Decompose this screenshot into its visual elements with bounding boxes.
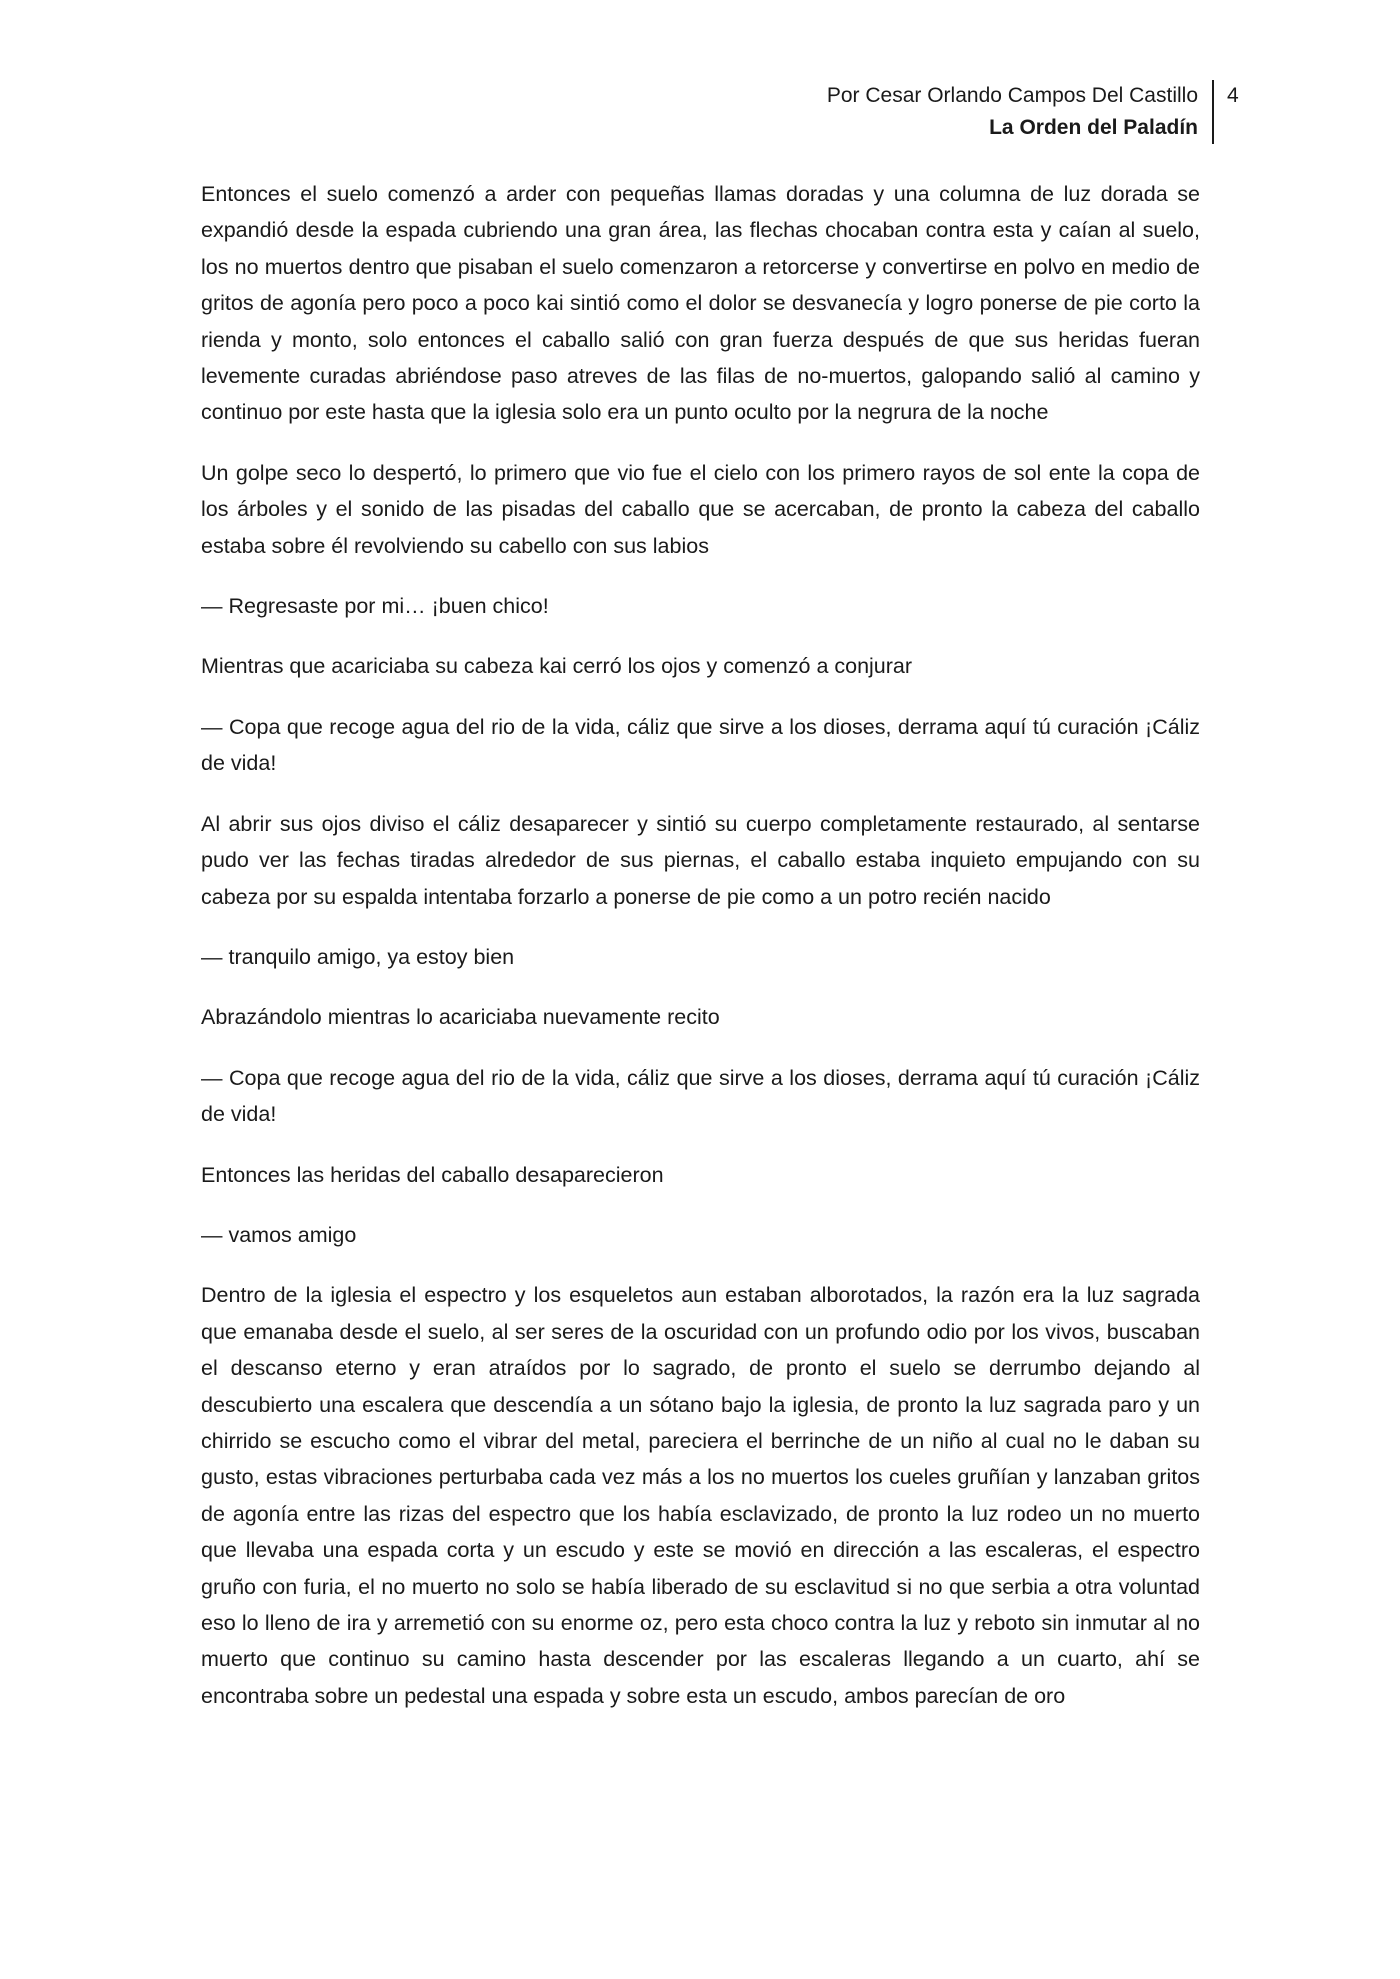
paragraph: Abrazándolo mientras lo acariciaba nuevamente recito xyxy=(201,1005,720,1030)
paragraph: Entonces el suelo comenzó a arder con pequeñas llamas doradas y una columna de luz dorada se expandió desde la espada cubriendo una gran área, las flechas chocaban contra esta y caían al suelo, los no muertos dentro que pisaban el suelo comenzaron a retorcerse y convertirse en polvo en medio de gritos de agonía pero poco a poco kai sintió como el dolor se desvanecía y logro ponerse de pie corto la rienda y monto, solo entonces el caballo salió con gran fuerza después de que sus heridas fueran levemente curadas abriéndose paso atreves de las filas de no-muertos, galopando salió al camino y continuo por este hasta que la iglesia solo era un punto oculto por la negrura de la noche xyxy=(201,182,1200,425)
header-book-title: La Orden del Paladín xyxy=(989,116,1198,139)
paragraph: Al abrir sus ojos diviso el cáliz desaparecer y sintió su cuerpo completamente restaurado, al sentarse pudo ver las fechas tiradas alrededor de sus piernas, el caballo estaba inquieto empujando con su cabeza por su espalda intentaba forzarlo a ponerse de pie como a un potro recién nacido xyxy=(201,811,1200,909)
paragraph: Un golpe seco lo despertó, lo primero que vio fue el cielo con los primero rayos de sol ente la copa de los árboles y el sonido de las pisadas del caballo que se acercaban, de pronto la cabeza del caballo estaba sobre él revolviendo su cabello con sus labios xyxy=(201,460,1200,558)
header-author: Por Cesar Orlando Campos Del Castillo xyxy=(826,84,1198,107)
page-number: 4 xyxy=(1227,84,1239,107)
paragraph: Entonces las heridas del caballo desaparecieron xyxy=(201,1162,664,1187)
dialogue-line: — vamos amigo xyxy=(201,1222,357,1247)
running-header xyxy=(827,80,1214,144)
paragraph: Dentro de la iglesia el espectro y los esqueletos aun estaban alborotados, la razón era la luz sagrada que emanaba desde el suelo, al ser seres de la oscuridad con un profundo odio por los vivos, buscaban el descanso eterno y eran atraídos por lo sagrado, de pronto el suelo se derrumbo dejando al descubierto una escalera que descendía a un sótano bajo la iglesia, de pronto la luz sagrada paro y un chirrido se escucho como el vibrar del metal, pareciera el berrinche de un niño al cual no le daban su gusto, estas vibraciones perturbaba cada vez más a los no muertos los cueles gruñían y lanzaban gritos de agonía entre las rizas del espectro que los había esclavizado, de pronto la luz rodeo un no muerto que llevaba una espada corta y un escudo y este se movió en dirección a las escaleras, el espectro gruño con furia, el no muerto no solo se había liberado de su esclavitud si no que serbia a otra voluntad eso lo lleno de ira y arremetió con su enorme oz, pero esta choco contra la luz y reboto sin inmutar al no muerto que continuo su camino hasta descender por las escaleras llegando a un cuarto, ahí se encontraba sobre un pedestal una espada y sobre esta un escudo, ambos parecían de oro xyxy=(201,1283,1200,1708)
dialogue-line: — Regresaste por mi… ¡buen chico! xyxy=(201,594,549,619)
dialogue-line: — Copa que recoge agua del rio de la vida, cáliz que sirve a los dioses, derrama aquí tú curación ¡Cáliz de vida! xyxy=(201,714,1200,776)
dialogue-line: — tranquilo amigo, ya estoy bien xyxy=(201,944,515,969)
body-text xyxy=(201,176,1200,1738)
paragraph: Mientras que acariciaba su cabeza kai cerró los ojos y comenzó a conjurar xyxy=(201,654,913,679)
dialogue-line: — Copa que recoge agua del rio de la vida, cáliz que sirve a los dioses, derrama aquí tú curación ¡Cáliz de vida! xyxy=(201,1065,1200,1127)
